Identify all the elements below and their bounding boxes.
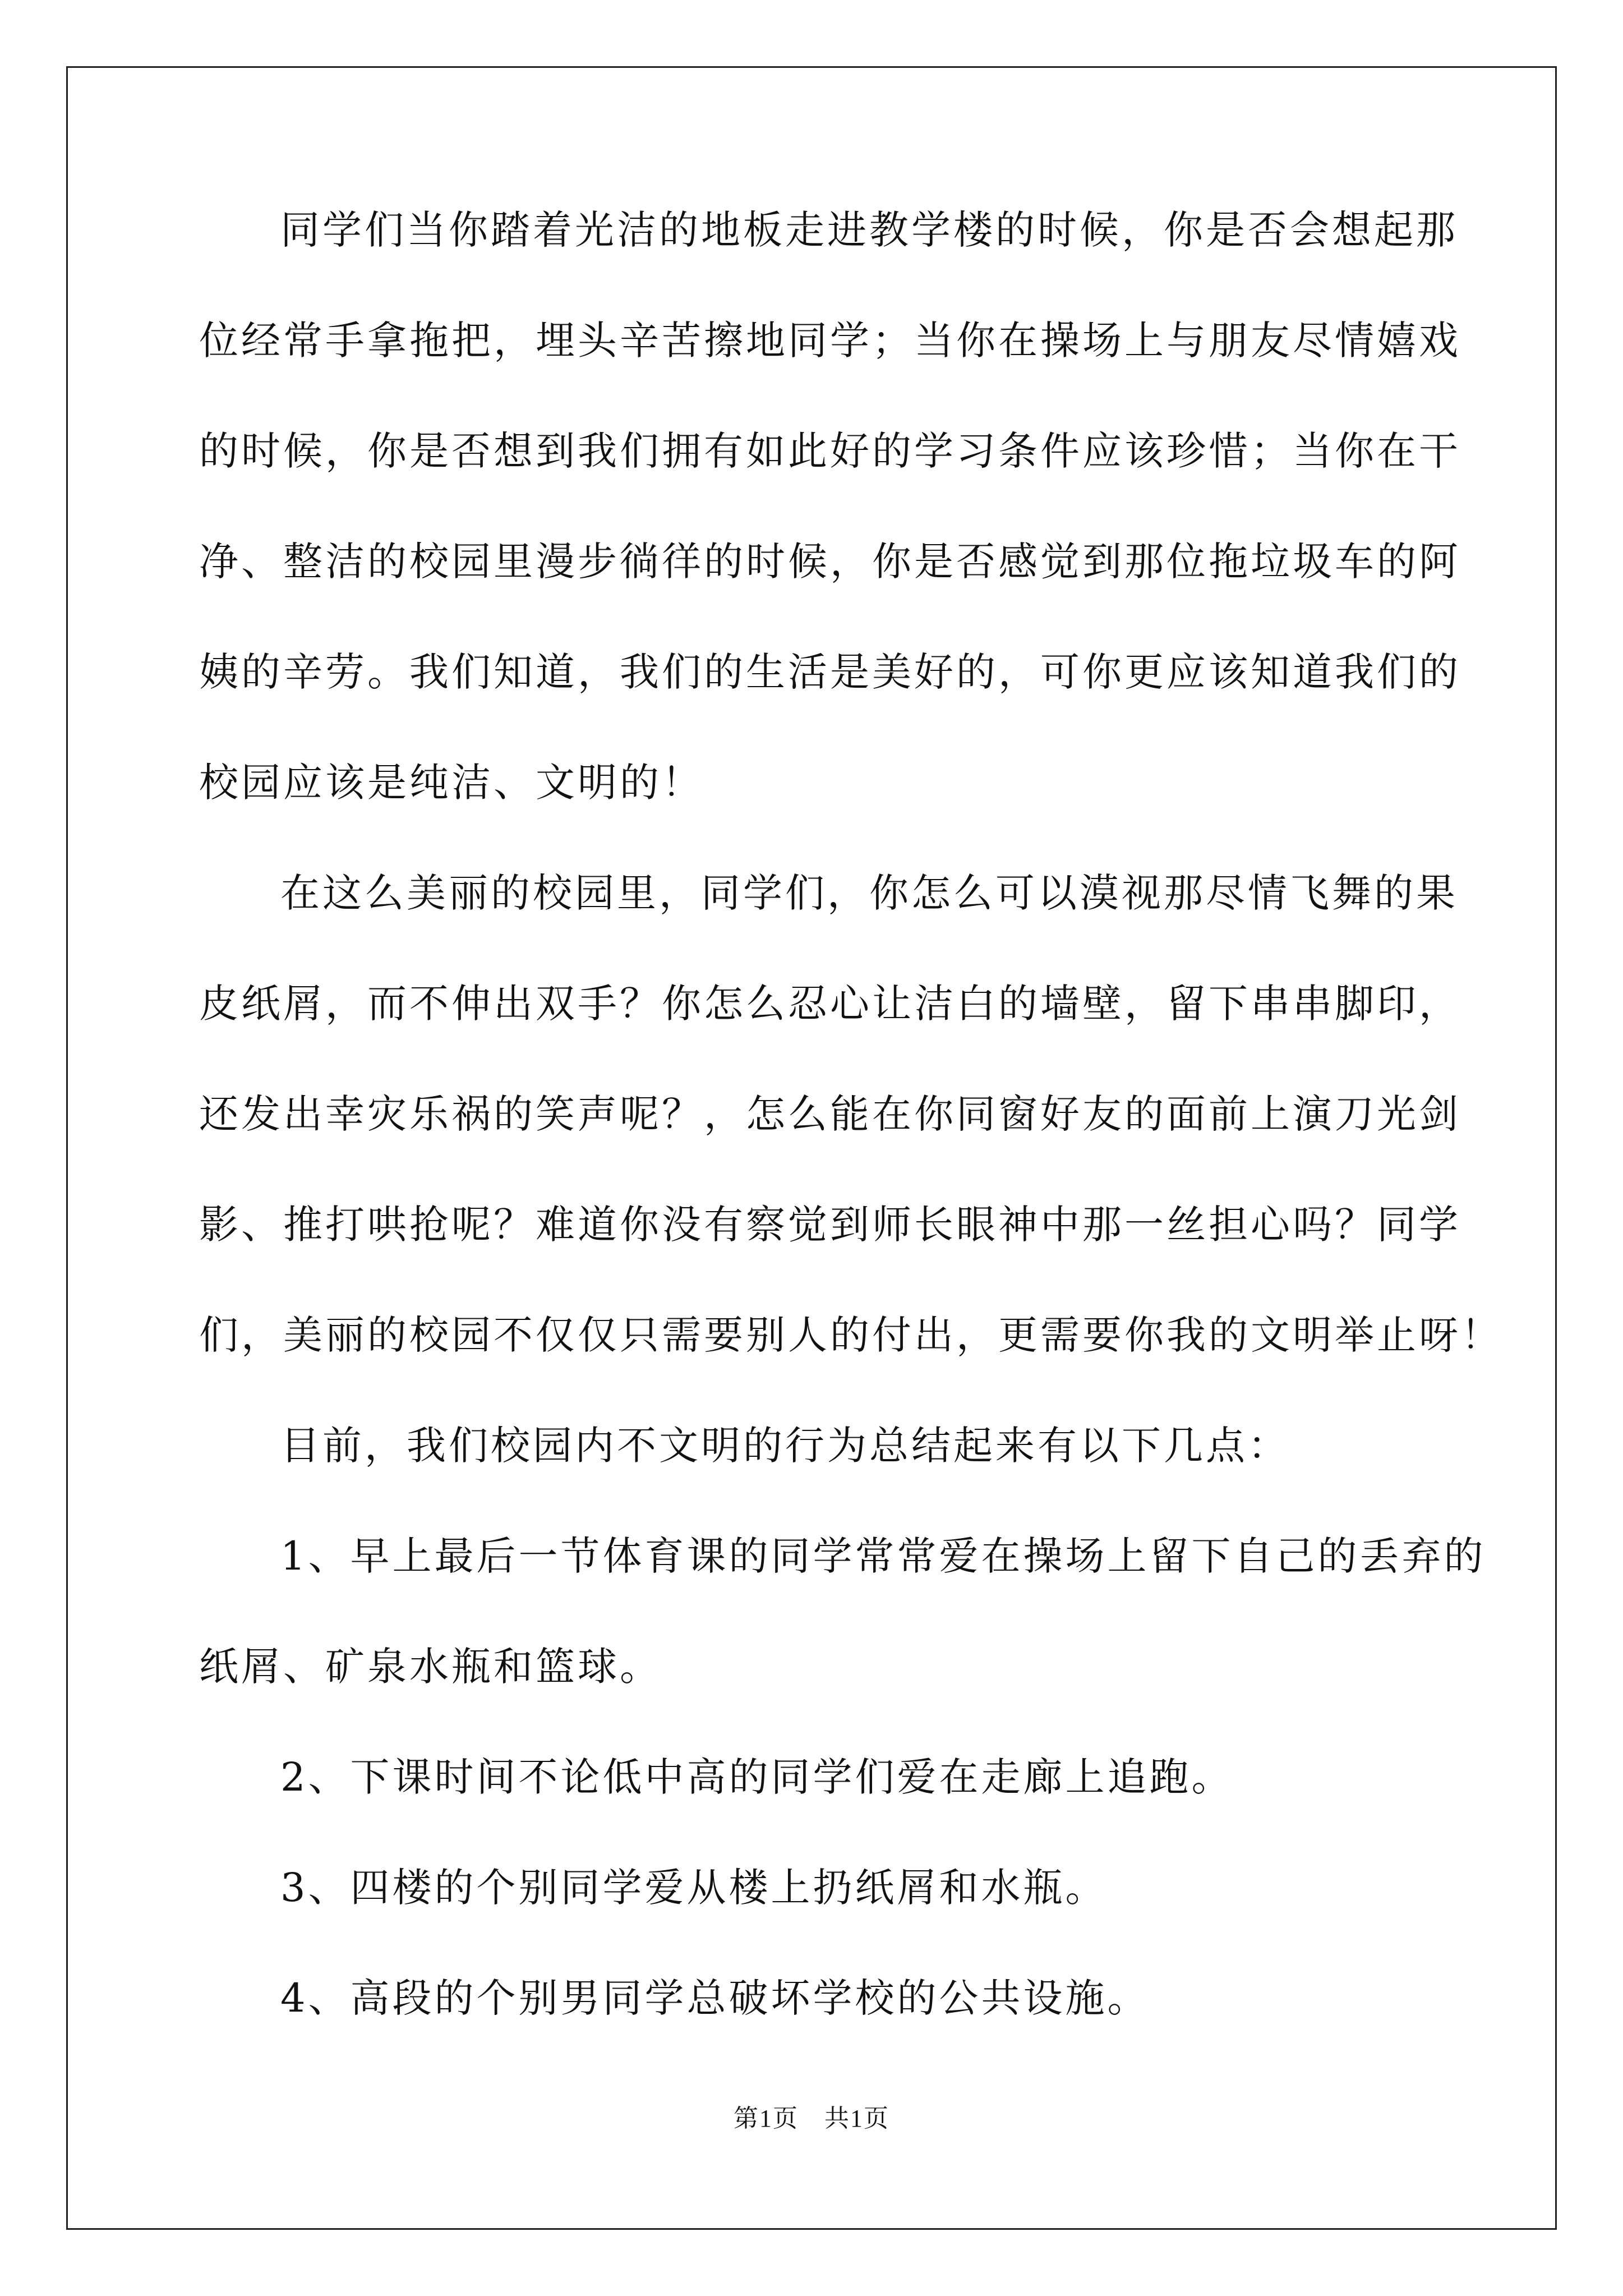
text-line: 2、下课时间不论低中高的同学们爱在走廊上追跑。 <box>280 1754 1234 1800</box>
text-line: 1、早上最后一节体育课的同学常常爱在操场上留下自己的丢弃的 <box>280 1533 1486 1579</box>
text-line: 纸屑、矿泉水瓶和篮球。 <box>199 1644 662 1690</box>
text-line: 校园应该是纯洁、文明的！ <box>199 760 704 806</box>
text-line: 们，美丽的校园不仅仅只需要别人的付出，更需要你我的文明举止呀！ <box>199 1312 1503 1358</box>
text-line: 3、四楼的个别同学爱从楼上扔纸屑和水瓶。 <box>280 1865 1108 1911</box>
page-number-footer: 第1页 共1页 <box>734 2105 889 2132</box>
text-line: 同学们当你踏着光洁的地板走进教学楼的时候，你是否会想起那 <box>280 207 1458 253</box>
text-line: 还发出幸灾乐祸的笑声呢？，怎么能在你同窗好友的面前上演刀光剑 <box>199 1091 1461 1137</box>
text-line: 皮纸屑，而不伸出双手？你怎么忍心让洁白的墙壁，留下串串脚印， <box>199 981 1461 1027</box>
text-line: 姨的辛劳。我们知道，我们的生活是美好的，可你更应该知道我们的 <box>199 649 1461 695</box>
text-line: 净、整洁的校园里漫步徜徉的时候，你是否感觉到那位拖垃圾车的阿 <box>199 539 1461 585</box>
text-line: 影、推打哄抢呢？难道你没有察觉到师长眼神中那一丝担心吗？同学 <box>199 1202 1461 1248</box>
text-line: 的时候，你是否想到我们拥有如此好的学习条件应该珍惜；当你在干 <box>199 428 1461 474</box>
text-line: 4、高段的个别男同学总破坏学校的公共设施。 <box>280 1975 1150 2021</box>
text-line: 在这么美丽的校园里，同学们，你怎么可以漠视那尽情飞舞的果 <box>280 870 1458 916</box>
text-line: 位经常手拿拖把，埋头辛苦擦地同学；当你在操场上与朋友尽情嬉戏 <box>199 318 1461 364</box>
text-line: 目前，我们校园内不文明的行为总结起来有以下几点： <box>280 1423 1290 1469</box>
